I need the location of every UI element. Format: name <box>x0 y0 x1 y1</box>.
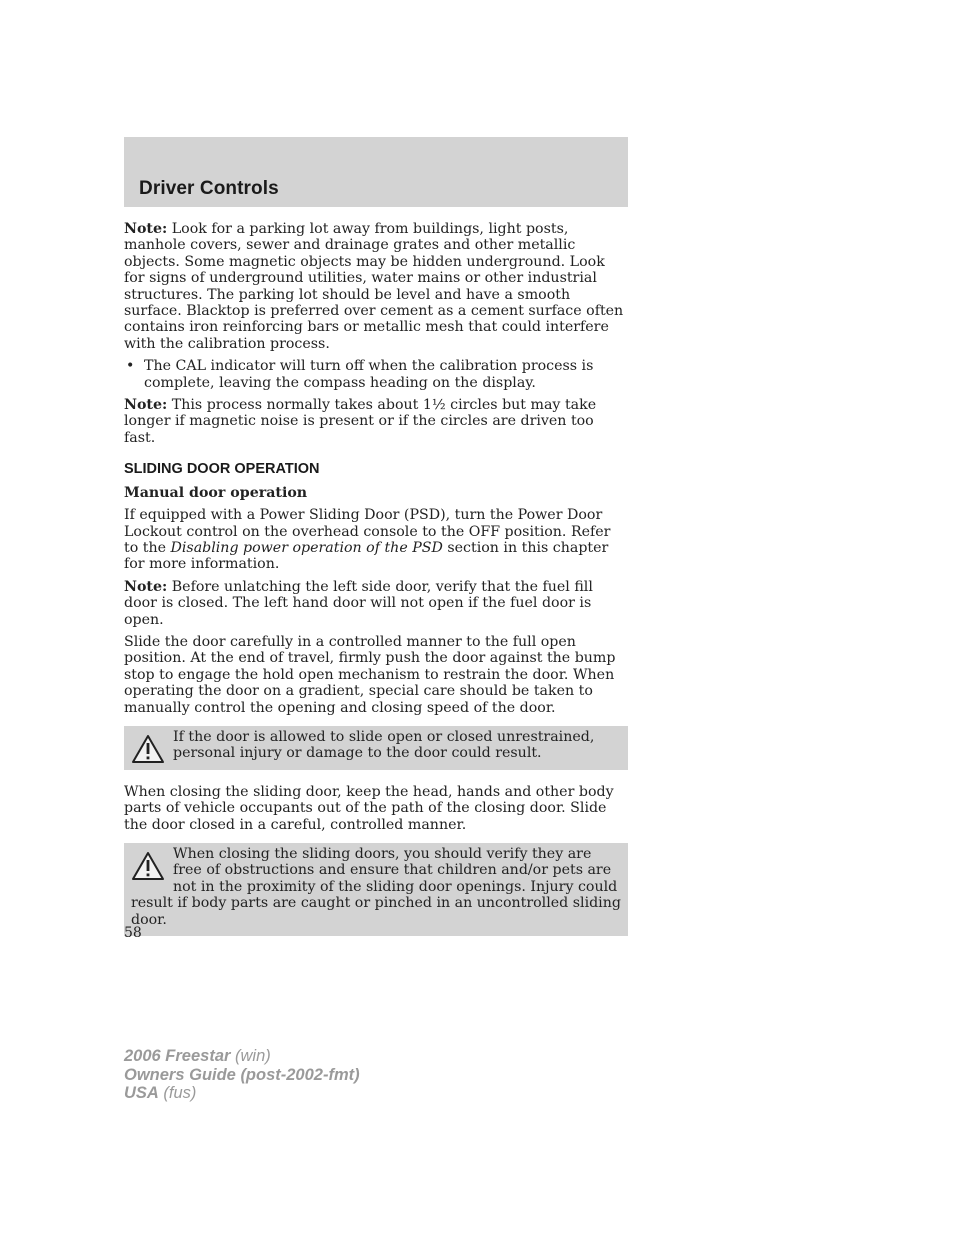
list-item <box>124 358 628 391</box>
page-title: Driver Controls <box>139 178 279 199</box>
footer-market: USA <box>124 1084 159 1102</box>
page-number: 58 <box>124 925 142 941</box>
list-item-text: The CAL indicator will turn off when the calibration process is complete, leaving the compass heading on the display. <box>144 358 594 391</box>
paragraph-text: If equipped with a Power Sliding Door (PSD), turn the Power Door Lockout control on the overhead console to the OFF position. Refer to the <box>124 507 611 556</box>
note-text: This process normally takes about 1½ circles but may take longer if magnetic noise is present or if the circles are driven too fast. <box>124 397 597 446</box>
section-heading: SLIDING DOOR OPERATION <box>124 461 320 478</box>
section-header-band <box>124 137 628 207</box>
warning-triangle-icon <box>131 851 165 881</box>
note-fuel-door <box>124 579 628 628</box>
warning-box <box>124 843 628 936</box>
note-text: Look for a parking lot away from buildings, light posts, manhole covers, sewer and drainage grates and other metallic objects. Some magnetic objects may be hidden underground. Look for signs of underground utilities, water mains or other industrial structures. The parking lot should be level and have a smooth surface. Blacktop is preferred over cement as a cement surface often contains iron reinforcing bars or metallic mesh that could interfere with the calibration process. <box>124 221 624 352</box>
note-text: Before unlatching the left side door, verify that the fuel fill door is closed. The left hand door will not open if the fuel door is open. <box>124 578 593 628</box>
footer-model: 2006 Freestar <box>124 1047 231 1065</box>
paragraph-slide-door: Slide the door carefully in a controlled manner to the full open position. At the end of travel, firmly push the door against the bump stop to engage the hold open mechanism to restrain the door. When operating the door on a gradient, special care should be taken to manually control the opening and closing speed of the door. <box>124 633 616 716</box>
footer-model-code: (win) <box>230 1047 271 1065</box>
note-label: Note: <box>124 397 168 414</box>
paragraph-psd-lockout <box>124 507 628 573</box>
page-content <box>124 221 628 950</box>
subsection-heading: Manual door operation <box>124 484 308 501</box>
note-calibration-location <box>124 221 628 352</box>
footer-market-code: (fus) <box>158 1084 197 1102</box>
note-calibration-duration <box>124 397 628 446</box>
footer-guide: Owners Guide (post-2002-fmt) <box>124 1065 360 1084</box>
warning-box <box>124 726 628 770</box>
note-label: Note: <box>124 578 168 595</box>
document-footer <box>124 1047 360 1103</box>
warning-text: When closing the sliding doors, you should verify they are free of obstructions and ensure that children and/or pets are not in the proximity of the sliding door openings. Injury could result if body parts are caught or pinched in an uncontrolled sliding door. <box>131 846 621 928</box>
warning-triangle-icon <box>131 734 165 764</box>
note-label: Note: <box>124 221 168 237</box>
paragraph-text: section in this chapter for more information. <box>124 539 609 573</box>
cross-reference: Disabling power operation of the PSD <box>170 539 443 556</box>
bullet-icon: • <box>126 358 135 375</box>
warning-text: If the door is allowed to slide open or closed unrestrained, personal injury or damage to the door could result. <box>173 728 595 762</box>
paragraph-closing-door: When closing the sliding door, keep the head, hands and other body parts of vehicle occupants out of the path of the closing door. Slide the door closed in a careful, controlled manner. <box>124 783 614 833</box>
